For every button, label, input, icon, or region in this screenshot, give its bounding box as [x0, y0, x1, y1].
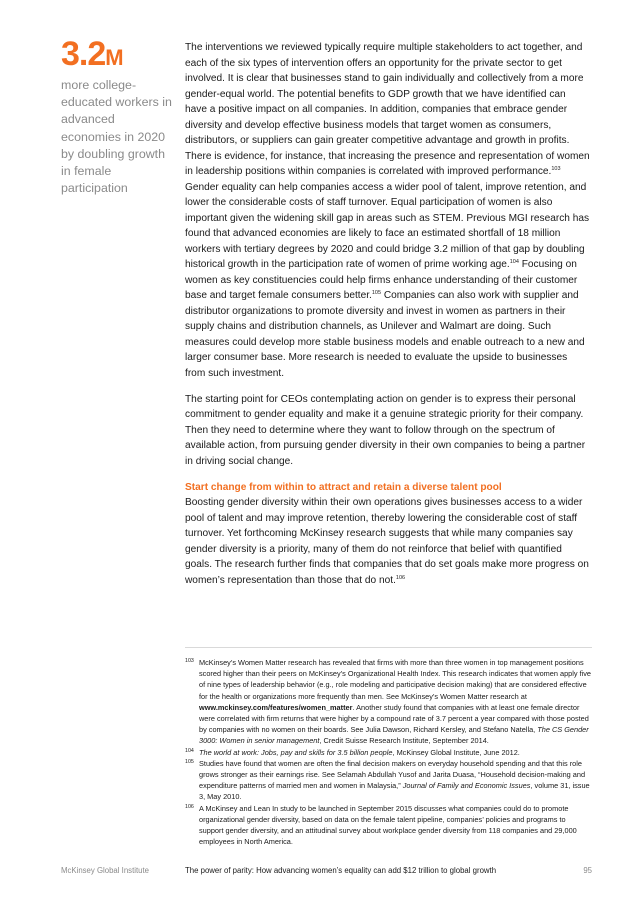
- footnote-ref-104: 104: [509, 259, 519, 265]
- footnote-104: 104 The world at work: Jobs, pay and skills for 3.5 billion people, McKinsey Global Institute, June 2012.: [185, 747, 520, 757]
- paragraph-1: The interventions we reviewed typically require multiple stakeholders to act together, and each of the six types of intervention offers an opportunity for the private sector to get involved. It is clear that businesses stand to gain individually and collectively from a more gender-equal world. The potential benefits to GDP growth that we have identified can have a positive impact on all companies. In addition, companies that embrace gender diversity and develop effective business models that target women as consumers, distributors, or suppliers can gain greater competitive advantage and growth in profits. There is evidence, for instance, that increasing the presence and representation of women in leadership positions within companies is correlated with improved performance.$^{103}$ Gender equality can help companies access a wider pool of talent, improve retention, and lower the considerable costs of staff turnover. Equal participation of women is also important given the widening skill gap in areas such as STEM. Previous MGI research has found that advanced economies are likely to face an estimated shortfall of 18 million workers with tertiary degrees by 2020 and could bridge 3.2 million of that gap by doubling historical growth in the participation rate of women of prime working age.$^{104}$ Focusing on women as key constituencies could help firms enhance understanding of their customer base and target female consumers better.$^{105}$ Companies can also work with supplier and distributor organizations to promote diversity and invest in women as partners in their supply chains and distribution channels, as Unilever and Walmart are doing. Such measures could develop more stable business models and enable outreach to a new and larger consumer base. More research is needed to evaluate the upside to businesses from such investment.: [185, 42, 590, 379]
- footnote-ref-103: 103: [551, 166, 561, 172]
- footnote-106: 106 A McKinsey and Lean In study to be launched in September 2015 discusses what companies could do to promote organizational gender diversity, based on data on the female talent pipeline, companies’ policies and programs to support gender diversity, and an attitudinal survey about workplace gender diversity from 118 companies and 29,000 employees in North America.: [185, 803, 577, 847]
- footnotes: [185, 647, 592, 847]
- stat-value: 3.2M: [61, 35, 124, 73]
- paragraph-3: Boosting gender diversity within their own operations gives businesses access to a wider pool of talent and may improve retention, thereby lowering the considerable cost of staff turnover. Yet forthcoming McKinsey research suggests that while many companies say gender diversity is a priority, many of them do not reinforce that belief with quantified goals. The research further finds that companies that do set goals make more progress on women’s representation than those that do not.$^{106}$: [185, 497, 589, 586]
- sidebar-callout: [61, 36, 173, 197]
- footnote-103: 103 McKinsey’s Women Matter research has revealed that firms with more than three women in top management positions scored higher than their peers on McKinsey’s Organizational Health Index. This research indicates that women apply five of nine types of leadership behavior (e.g., role modeling and participative decision making) that are considered effective for the health or organizations more frequently than men. See McKinsey’s Women Matter research at www.mckinsey.com/features/women_matter. Another study found that companies with at least one female director were correlated with firm returns that were higher by a compound rate of 3.7 percent a year compared with those posted by companies with no women on their boards. See Julia Dawson, Richard Kersley, and Stefano Natella, The CS Gender 3000: Women in senior management, Credit Suisse Research Institute, September 2014.: [185, 658, 592, 746]
- footnote-105: 105 Studies have found that women are often the final decision makers on everyday household spending and that this role grows stronger as their earnings rise. See Selamah Abdullah Yusof and Jarita Duasa, “Household decision-making and expenditure patterns of married men and women in Malaysia,” Journal of Family and Economic Issues, volume 31, issue 3, May 2010.: [185, 758, 590, 802]
- footnote-number: 104: [185, 747, 194, 754]
- footnote-number: 105: [185, 758, 194, 765]
- footnote-number: 103: [185, 658, 194, 664]
- paragraph-2: The starting point for CEOs contemplating action on gender is to express their personal commitment to gender equality and make it a genuine strategic priority for their company. Then they need to determine where they want to follow through on the spectrum of available action, from pursuing gender diversity in their own companies to being a partner in driving social change.: [185, 393, 586, 467]
- footer-org: McKinsey Global Institute: [61, 866, 149, 875]
- section-subheading: Start change from within to attract and retain a diverse talent pool: [185, 481, 502, 493]
- stat-caption: more college-educated workers in advanced economies in 2020 by doubling growth in female participation: [61, 78, 172, 196]
- footnote-ref-106: 106: [395, 574, 406, 581]
- main-body-text: [185, 40, 590, 599]
- footnote-number: 106: [185, 803, 194, 810]
- footnote-ref-105: 105: [371, 290, 382, 296]
- page-number: 95: [583, 866, 592, 875]
- footnote-link[interactable]: www.mckinsey.com/features/women_matter: [199, 702, 353, 712]
- footer-publication-title: The power of parity: How advancing women’s equality can add $12 trillion to global growth: [185, 866, 497, 875]
- stat-unit: M: [105, 45, 124, 70]
